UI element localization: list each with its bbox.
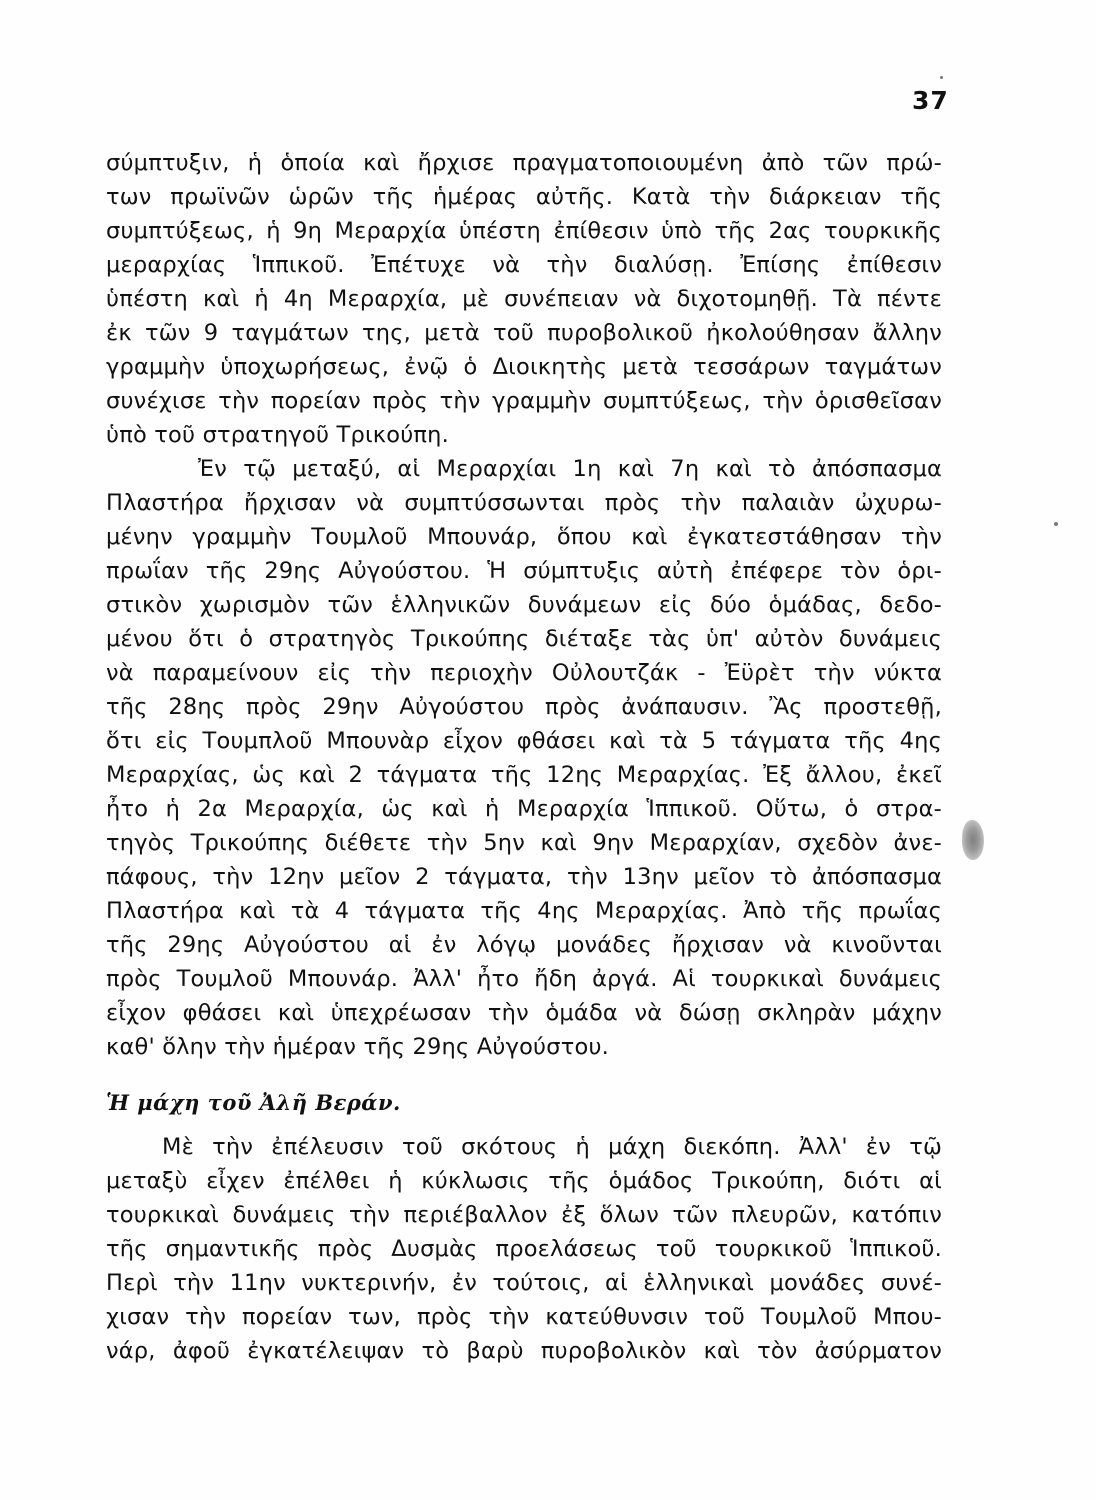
text-line: τῆς 29ης Αὐγούστου αἱ ἐν λόγῳ μονάδες ἤρχισαν νὰ κινοῦνται [106, 932, 942, 958]
text-line: σύμπτυξιν, ἡ ὁποία καὶ ἤρχισε πραγματοποιουμένη ἀπὸ τῶν πρώ- [106, 150, 942, 176]
text-line: τῆς 28ης πρὸς 29ην Αὐγούστου πρὸς ἀνάπαυσιν. Ἂς προστεθῇ, [106, 694, 942, 720]
text-line: συμπτύξεως, ἡ 9η Μεραρχία ὑπέστη ἐπίθεσιν ὑπὸ τῆς 2ας τουρκικῆς [106, 218, 942, 244]
text-line: τηγὸς Τρικούπης διέθετε τὴν 5ην καὶ 9ην Μεραρχίαν, σχεδὸν ἀνε- [106, 830, 942, 856]
text-line: των πρωϊνῶν ὡρῶν τῆς ἡμέρας αὐτῆς. Κατὰ τὴν διάρκειαν τῆς [106, 184, 942, 210]
text-line: Πλαστήρα καὶ τὰ 4 τάγματα τῆς 4ης Μεραρχίας. Ἀπὸ τῆς πρωΐας [106, 898, 942, 924]
text-line: Μεραρχίας, ὡς καὶ 2 τάγματα τῆς 12ης Μεραρχίας. Ἐξ ἄλλου, ἐκεῖ [106, 762, 942, 788]
text-line: μεταξὺ εἶχεν ἐπέλθει ἡ κύκλωσις τῆς ὁμάδος Τρικούπη, διότι αἱ [106, 1168, 942, 1194]
page-number: 37 [912, 86, 949, 115]
text-line: γραμμὴν ὑποχωρήσεως, ἐνῷ ὁ Διοικητὴς μετὰ τεσσάρων ταγμάτων [106, 354, 942, 380]
text-line: Περὶ τὴν 11ην νυκτερινήν, ἐν τούτοις, αἱ ἑλληνικαὶ μονάδες συνέ- [106, 1270, 942, 1296]
text-line: μένην γραμμὴν Τουμλοῦ Μπουνάρ, ὅπου καὶ ἐγκατεστάθησαν τὴν [106, 524, 942, 550]
text-line: Μὲ τὴν ἐπέλευσιν τοῦ σκότους ἡ μάχη διεκόπη. Ἀλλ' ἐν τῷ [162, 1134, 942, 1160]
body-text-top [106, 146, 942, 1064]
text-line: στικὸν χωρισμὸν τῶν ἑλληνικῶν δυνάμεων εἰς δύο ὁμάδας, δεδο- [106, 592, 942, 618]
text-line: πάφους, τὴν 12ην μεῖον 2 τάγματα, τὴν 13ην μεῖον τὸ ἀπόσπασμα [106, 864, 942, 890]
text-line: τουρκικαὶ δυνάμεις τὴν περιέβαλλον ἐξ ὅλων τῶν πλευρῶν, κατόπιν [106, 1202, 942, 1228]
text-line: νὰ παραμείνουν εἰς τὴν περιοχὴν Οὐλουτζάκ - Ἐϋρὲτ τὴν νύκτα [106, 660, 942, 686]
text-line: πρὸς Τουμλοῦ Μπουνάρ. Ἀλλ' ἦτο ἤδη ἀργά. Αἱ τουρκικαὶ δυνάμεις [106, 966, 942, 992]
text-line: τῆς σημαντικῆς πρὸς Δυσμὰς προελάσεως τοῦ τουρκικοῦ Ἱππικοῦ. [106, 1236, 942, 1262]
text-line: χισαν τὴν πορείαν των, πρὸς τὴν κατεύθυνσιν τοῦ Τουμλοῦ Μπου- [106, 1304, 942, 1330]
text-line: ἐκ τῶν 9 ταγμάτων της, μετὰ τοῦ πυροβολικοῦ ἠκολούθησαν ἄλλην [106, 320, 942, 346]
text-line: καθ' ὅλην τὴν ἡμέραν τῆς 29ης Αὐγούστου. [106, 1034, 610, 1060]
text-line: ὅτι εἰς Τουμπλοῦ Μπουνὰρ εἶχον φθάσει καὶ τὰ 5 τάγματα τῆς 4ης [106, 728, 942, 754]
text-line: Πλαστήρα ἤρχισαν νὰ συμπτύσσωνται πρὸς τὴν παλαιὰν ὠχυρω- [106, 490, 942, 516]
scan-smudge [962, 820, 984, 860]
section-heading: Ἡ μάχη τοῦ Ἀλῆ Βεράν. [106, 1090, 401, 1115]
text-line: ὑπὸ τοῦ στρατηγοῦ Τρικούπη. [106, 422, 449, 448]
text-line: μεραρχίας Ἱππικοῦ. Ἐπέτυχε νὰ τὴν διαλύσῃ. Ἐπίσης ἐπίθεσιν [106, 252, 942, 278]
text-line: νάρ, ἀφοῦ ἐγκατέλειψαν τὸ βαρὺ πυροβολικὸν καὶ τὸν ἀσύρματον [106, 1338, 942, 1364]
text-line: Ἐν τῷ μεταξύ, αἱ Μεραρχίαι 1η καὶ 7η καὶ τὸ ἀπόσπασμα [198, 456, 942, 482]
text-line: μένου ὅτι ὁ στρατηγὸς Τρικούπης διέταξε τὰς ὑπ' αὐτὸν δυνάμεις [106, 626, 942, 652]
text-line: εἶχον φθάσει καὶ ὑπεχρέωσαν τὴν ὁμάδα νὰ δώσῃ σκληρὰν μάχην [106, 1000, 942, 1026]
text-line: συνέχισε τὴν πορείαν πρὸς τὴν γραμμὴν συμπτύξεως, τὴν ὁρισθεῖσαν [106, 388, 942, 414]
text-line: ὑπέστη καὶ ἡ 4η Μεραρχία, μὲ συνέπειαν νὰ διχοτομηθῇ. Τὰ πέντε [106, 286, 942, 312]
scan-speck [1054, 522, 1058, 526]
scan-speck [940, 76, 943, 79]
body-text-bottom [106, 1130, 942, 1368]
text-line: ἦτο ἡ 2α Μεραρχία, ὡς καὶ ἡ Μεραρχία Ἱππικοῦ. Οὕτω, ὁ στρα- [106, 796, 942, 822]
text-line: πρωΐαν τῆς 29ης Αὐγούστου. Ἡ σύμπτυξις αὐτὴ ἐπέφερε τὸν ὁρι- [106, 558, 942, 584]
